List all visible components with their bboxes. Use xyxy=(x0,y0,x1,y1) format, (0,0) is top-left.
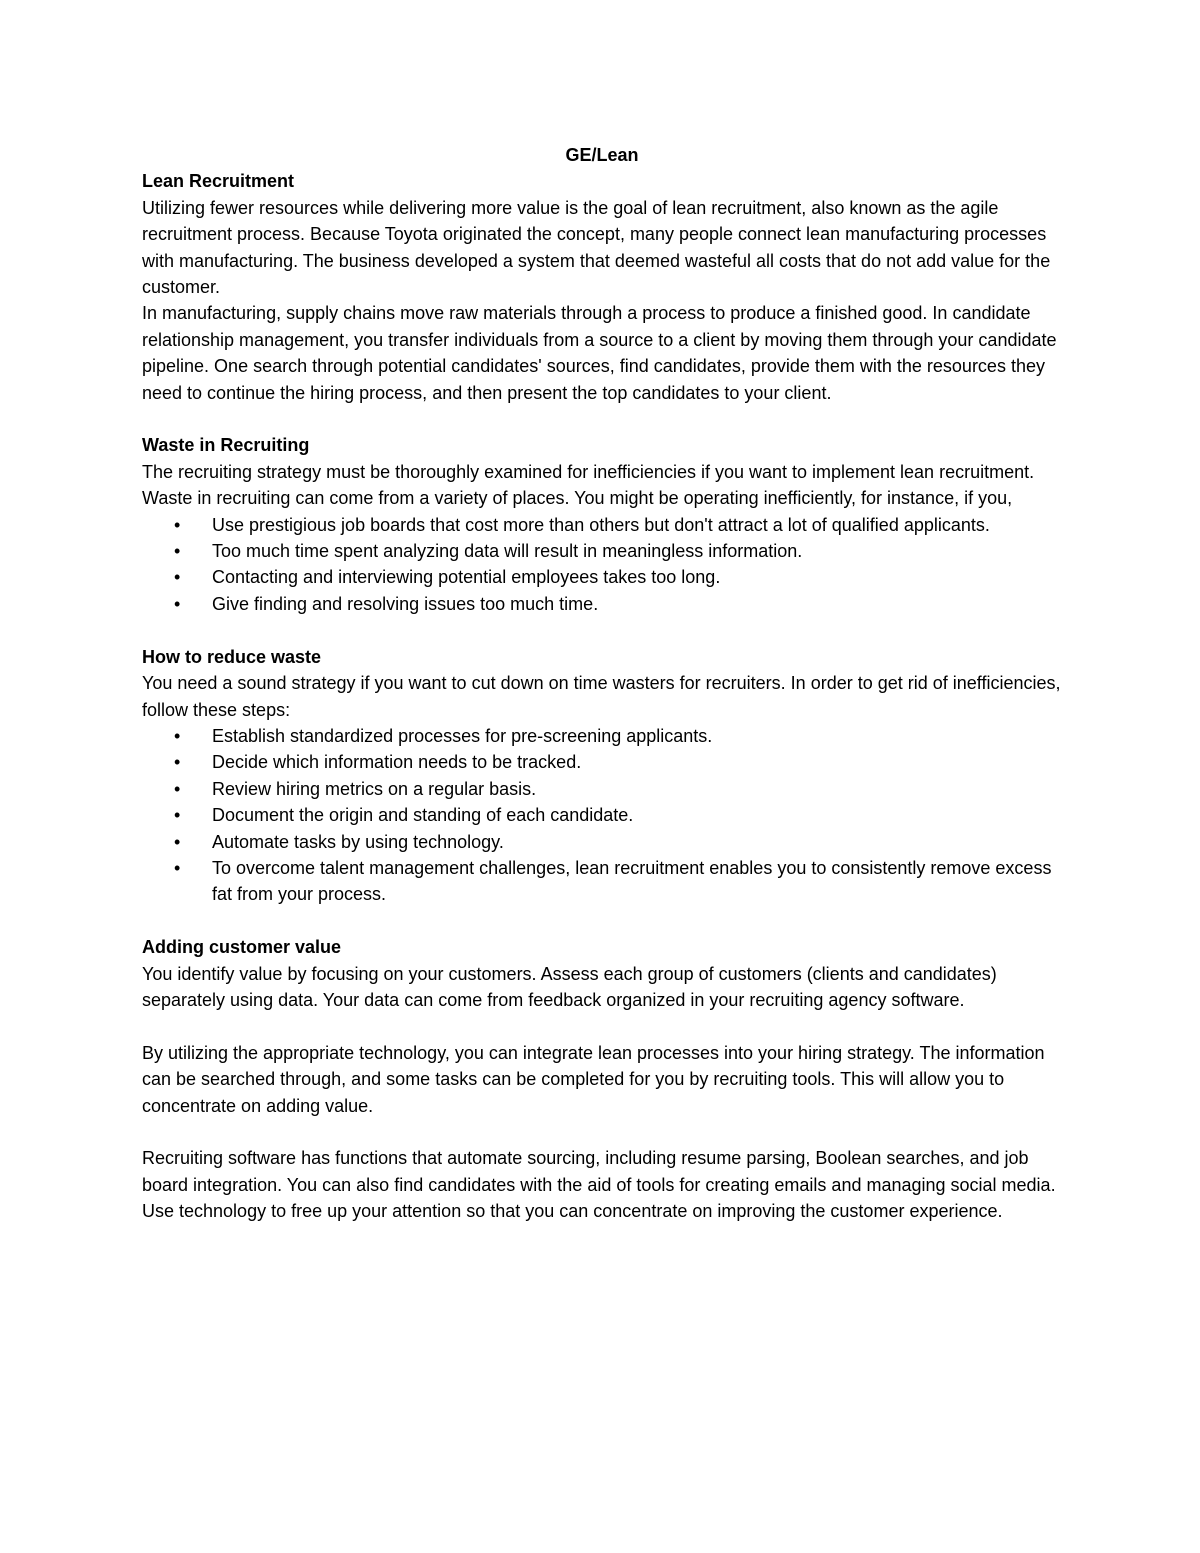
bullet-list-reduce xyxy=(142,723,1062,908)
paragraph: In manufacturing, supply chains move raw materials through a process to produce a finished good. In candidate relationship management, you transfer individuals from a source to a client by moving them through your candidate pipeline. One search through potential candidates' sources, find candidates, provide them with the resources they need to continue the hiring process, and then present the top candidates to your client. xyxy=(142,303,1057,403)
list-item xyxy=(142,749,1062,775)
list-item xyxy=(142,776,1062,802)
paragraph: The recruiting strategy must be thoroughly examined for inefficiencies if you want to implement lean recruitment. Waste in recruiting can come from a variety of places. You might be operating inefficiently, for instance, if you, xyxy=(142,461,1035,509)
bullet-icon: • xyxy=(174,514,181,535)
list-item xyxy=(142,802,1062,828)
bullet-icon: • xyxy=(174,857,181,878)
paragraph: You need a sound strategy if you want to cut down on time wasters for recruiters. In order to get rid of inefficiencies, follow these steps: xyxy=(142,673,1061,720)
list-item-text: Contacting and interviewing potential employees takes too long. xyxy=(212,567,721,588)
list-item xyxy=(142,564,1062,590)
bullet-icon: • xyxy=(174,593,181,614)
section-heading-reduce-waste: How to reduce waste xyxy=(142,646,322,667)
list-item xyxy=(142,829,1062,855)
document-body xyxy=(142,142,1062,1225)
bullet-icon: • xyxy=(174,725,181,746)
list-item-text: To overcome talent management challenges, lean recruitment enables you to consistently remove excess fat from your process. xyxy=(212,857,1052,905)
list-item-text: Too much time spent analyzing data will result in meaningless information. xyxy=(212,541,803,562)
section-heading-customer-value: Adding customer value xyxy=(142,937,342,958)
list-item-text: Decide which information needs to be tracked. xyxy=(212,752,582,773)
bullet-list-waste xyxy=(142,512,1062,618)
bullet-icon: • xyxy=(174,567,181,588)
list-item-text: Give finding and resolving issues too much time. xyxy=(212,593,599,614)
bullet-icon: • xyxy=(174,831,181,852)
bullet-icon: • xyxy=(174,805,181,826)
list-item xyxy=(142,855,1062,908)
section-heading-waste: Waste in Recruiting xyxy=(142,435,310,456)
list-item-text: Review hiring metrics on a regular basis. xyxy=(212,778,537,799)
list-item-text: Automate tasks by using technology. xyxy=(212,831,504,852)
bullet-icon: • xyxy=(174,541,181,562)
paragraph-spacer xyxy=(142,1119,1062,1145)
paragraph: Utilizing fewer resources while delivering more value is the goal of lean recruitment, also known as the agile recruitment process. Because Toyota originated the concept, many people connect lean manufacturing processes with manufacturing. The business developed a system that deemed wasteful all costs that do not add value for the customer. xyxy=(142,197,1051,298)
paragraph-spacer xyxy=(142,908,1062,934)
list-item-text: Establish standardized processes for pre-screening applicants. xyxy=(212,725,713,746)
bullet-icon: • xyxy=(174,752,181,773)
document-title: GE/Lean xyxy=(565,145,639,165)
section-heading-lean-recruitment: Lean Recruitment xyxy=(142,171,295,192)
list-item xyxy=(142,723,1062,749)
paragraph-spacer xyxy=(142,617,1062,643)
bullet-icon: • xyxy=(174,778,181,799)
list-item xyxy=(142,591,1062,617)
list-item-text: Document the origin and standing of each candidate. xyxy=(212,805,634,826)
paragraph: Recruiting software has functions that automate sourcing, including resume parsing, Boolean searches, and job board integration. You can also find candidates with the aid of tools for creating emails and managing social media. Use technology to free up your attention so that you can concentrate on improving the customer experience. xyxy=(142,1148,1056,1222)
paragraph: By utilizing the appropriate technology, you can integrate lean processes into your hiring strategy. The information can be searched through, and some tasks can be completed for you by recruiting tools. This will allow you to concentrate on adding value. xyxy=(142,1042,1045,1116)
paragraph: You identify value by focusing on your customers. Assess each group of customers (clients and candidates) separately using data. Your data can come from feedback organized in your recruiting agency software. xyxy=(142,963,997,1010)
list-item xyxy=(142,512,1062,538)
list-item-text: Use prestigious job boards that cost more than others but don't attract a lot of qualified applicants. xyxy=(212,514,990,535)
paragraph-spacer xyxy=(142,406,1062,432)
paragraph-spacer xyxy=(142,1013,1062,1039)
list-item xyxy=(142,538,1062,564)
